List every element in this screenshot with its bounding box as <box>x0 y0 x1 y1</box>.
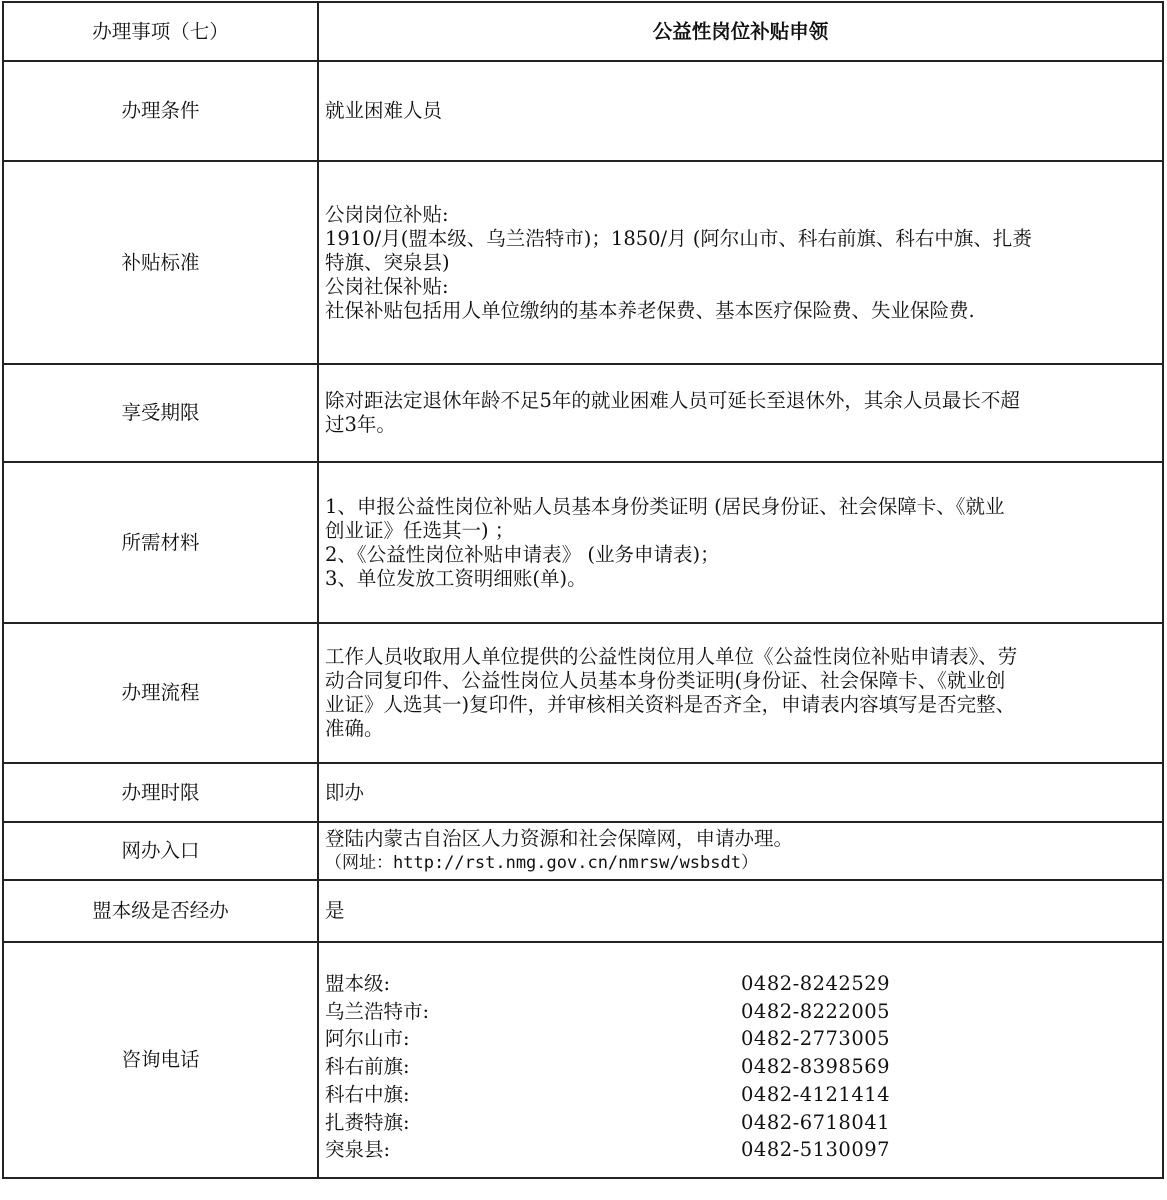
process-label: 办理流程 <box>3 623 318 763</box>
phones-list <box>318 942 1163 1178</box>
process-line: 动合同复印件、公益性岗位人员基本身份类证明(身份证、社会保障卡、《就业创 <box>325 669 1006 692</box>
service-info-table <box>2 1 1164 1179</box>
phone-number: 0482-2773005 <box>741 1027 891 1051</box>
standard-line: 1910/月(盟本级、乌兰浩特市)；1850/月 (阿尔山市、科右前旗、科右中旗、扎赉 <box>325 226 1032 250</box>
phone-area-name: 阿尔山市: <box>325 1027 410 1051</box>
materials-line: 创业证》任选其一) ； <box>325 518 515 542</box>
phone-number: 0482-8242529 <box>741 972 891 996</box>
materials-row <box>3 462 1163 623</box>
phone-entry <box>325 1136 1156 1164</box>
process-line: 工作人员收取用人单位提供的公益性岗位用人单位《公益性岗位补贴申请表》、劳 <box>325 645 1018 668</box>
page-title: 公益性岗位补贴申领 <box>318 2 1163 61</box>
condition-text: 就业困难人员 <box>318 61 1163 161</box>
phone-entry <box>325 1081 1156 1109</box>
online-url[interactable]: （网址：http://rst.nmg.gov.cn/nmrsw/wsbsdt） <box>325 853 758 873</box>
phone-number: 0482-6718041 <box>741 1110 891 1134</box>
period-row <box>3 364 1163 462</box>
period-line: 过3年。 <box>325 413 396 436</box>
process-line: 准确。 <box>325 717 384 740</box>
online-row <box>3 822 1163 880</box>
time-limit-row <box>3 763 1163 822</box>
phone-area-name: 科右中旗: <box>325 1082 410 1106</box>
league-level-text: 是 <box>318 880 1163 942</box>
league-level-label: 盟本级是否经办 <box>3 880 318 942</box>
online-label: 网办入口 <box>3 822 318 880</box>
phones-row <box>3 942 1163 1178</box>
time-limit-label: 办理时限 <box>3 763 318 822</box>
phone-number: 0482-8398569 <box>741 1055 891 1079</box>
process-line: 业证》人选其一)复印件，并审核相关资料是否齐全，申请表内容填写是否完整、 <box>325 693 1016 716</box>
phones-label: 咨询电话 <box>3 942 318 1178</box>
time-limit-text: 即办 <box>318 763 1163 822</box>
standard-label: 补贴标准 <box>3 161 318 364</box>
phone-number: 0482-8222005 <box>741 999 891 1023</box>
materials-line: 2、《公益性岗位补贴申请表》 (业务申请表)； <box>325 542 720 566</box>
standard-text <box>318 161 1163 364</box>
header-label: 办理事项（七） <box>3 2 318 61</box>
standard-line: 特旗、突泉县) <box>325 250 450 274</box>
phone-entry <box>325 970 1156 998</box>
condition-row <box>3 61 1163 161</box>
phone-entry <box>325 998 1156 1026</box>
online-line: 登陆内蒙古自治区人力资源和社会保障网，申请办理。 <box>325 827 794 850</box>
phone-area-name: 盟本级: <box>325 972 391 996</box>
online-text <box>318 822 1163 880</box>
period-text <box>318 364 1163 462</box>
phone-entry <box>325 1025 1156 1053</box>
process-text <box>318 623 1163 763</box>
condition-label: 办理条件 <box>3 61 318 161</box>
standard-line: 公岗社保补贴: <box>325 274 449 298</box>
materials-line: 1、申报公益性岗位补贴人员基本身份类证明 (居民身份证、社会保障卡、《就业 <box>325 494 1005 518</box>
materials-label: 所需材料 <box>3 462 318 623</box>
materials-line: 3、单位发放工资明细账(单)。 <box>325 566 587 590</box>
standard-row <box>3 161 1163 364</box>
period-label: 享受期限 <box>3 364 318 462</box>
standard-line: 公岗岗位补贴: <box>325 202 449 226</box>
phone-area-name: 突泉县: <box>325 1138 391 1162</box>
phone-entry <box>325 1109 1156 1137</box>
phone-number: 0482-4121414 <box>741 1082 891 1106</box>
process-row <box>3 623 1163 763</box>
standard-line: 社保补贴包括用人单位缴纳的基本养老保费、基本医疗保险费、失业保险费. <box>325 298 975 322</box>
phone-area-name: 科右前旗: <box>325 1055 410 1079</box>
materials-text <box>318 462 1163 623</box>
phone-entry <box>325 1053 1156 1081</box>
league-level-row <box>3 880 1163 942</box>
phone-area-name: 乌兰浩特市: <box>325 999 430 1023</box>
phone-number: 0482-5130097 <box>741 1138 891 1162</box>
period-line: 除对距法定退休年龄不足5年的就业困难人员可延长至退休外，其余人员最长不超 <box>325 389 1020 412</box>
header-row <box>3 2 1163 61</box>
phone-area-name: 扎赉特旗: <box>325 1110 410 1134</box>
